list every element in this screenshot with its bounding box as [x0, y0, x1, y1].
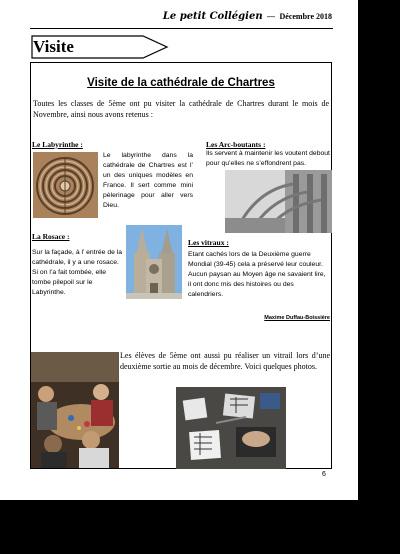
issue-date: Décembre 2018 — [279, 12, 332, 21]
header-separator: — — [267, 12, 276, 21]
article-title: Visite de la cathédrale de Chartres — [87, 77, 275, 89]
cathedral-facade-photo — [126, 225, 182, 299]
flying-buttresses-photo — [225, 170, 332, 233]
section-banner-label: Visite — [33, 37, 74, 56]
rosace-text: Sur la façade, à l’ entrée de la cathédrale, il y a une rosace. Si on l’a fait tombée, elle tombe pilepoil sur le Labyrinthe. — [32, 249, 123, 296]
rosace-heading: La Rosace : — [32, 232, 70, 241]
labyrinth-photo — [33, 152, 98, 218]
arcs-heading: Les Arc-boutants : — [206, 140, 266, 149]
header-rule — [30, 28, 333, 29]
vitraux-text: Etant cachés lors de la Deuxième guerre Mondial (39-45) cela a préservé leur couleur. Aucun paysan au Moyen âge ne savaient lire, il ont donc mis des histoires ou des calendriers. — [188, 251, 326, 298]
author-signature: Maxime Duffau-Boissière — [264, 315, 330, 321]
workshop-photo-2 — [176, 387, 286, 469]
labyrinthe-text: Le labyrinthe dans la cathédrale de Chartres est l’ un des uniques modèles en France. Il sert comme mini pèlerinage pour aller vers Dieu. — [103, 152, 193, 209]
workshop-caption: Les élèves de 5ème ont aussi pu réaliser un vitrail lors d’une deuxième sortie au mois de décembre. Voici quelques photos. — [120, 351, 330, 371]
page-number: 6 — [322, 471, 326, 478]
article-intro: Toutes les classes de 5ème ont pu visiter la cathédrale de Chartres durant le mois de Novembre, ainsi nous avons retenus : — [33, 99, 329, 119]
newsletter-title: Le petit Collégien — [162, 11, 263, 22]
vitraux-heading: Les vitraux : — [188, 238, 229, 247]
workshop-photo-1 — [31, 352, 119, 468]
page-header — [0, 6, 332, 24]
arcs-text: Ils servent à maintenir les voutent debout pour qu’elles ne s’effondrent pas. — [206, 150, 330, 167]
labyrinthe-heading: Le Labyrinthe : — [32, 140, 83, 149]
